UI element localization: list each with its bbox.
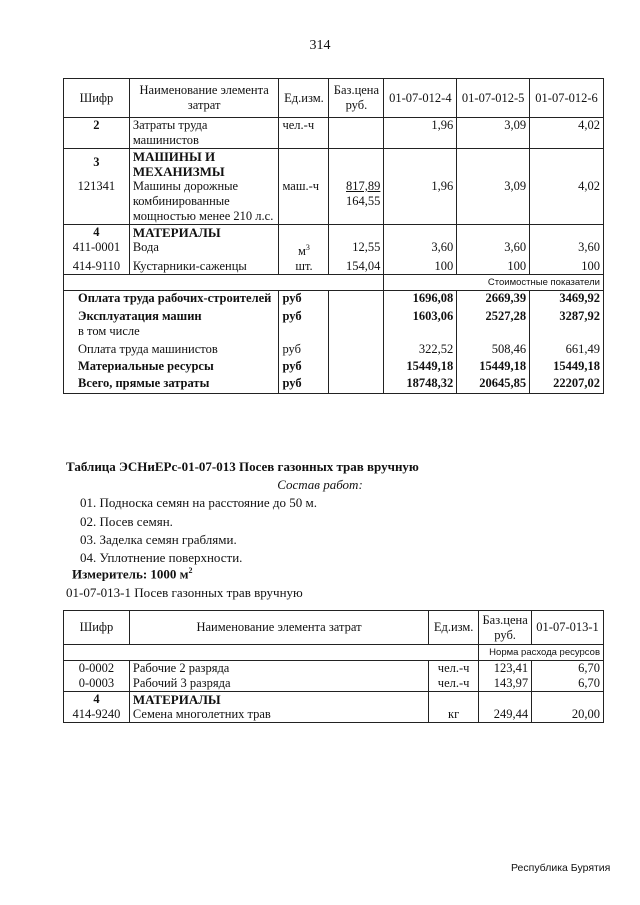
header-price: Баз.цена руб.	[329, 79, 384, 118]
header-col1: 01-07-012-4	[384, 79, 457, 118]
summary-row: в том числе	[64, 324, 604, 339]
header-col1: 01-07-013-1	[532, 611, 604, 645]
table-row: 0-0003 Рабочий 3 разряда чел.-ч 143,97 6,70	[64, 676, 604, 692]
header-price: Баз.цена руб.	[479, 611, 532, 645]
table-row: 2 Затраты труда машинистов чел.-ч 1,96 3,09 4,02	[64, 118, 604, 149]
header-col3: 01-07-012-6	[530, 79, 604, 118]
summary-row: Материальные ресурсы руб 15449,18 15449,18 15449,18	[64, 357, 604, 374]
header-unit: Ед.изм.	[279, 79, 329, 118]
table-row: 414-9110 Кустарники-саженцы шт. 154,04 100 100 100	[64, 259, 604, 275]
norm-caption-row	[64, 645, 604, 661]
norm-caption: Норма расхода ресурсов	[479, 645, 604, 661]
group-row-machines: 3 МАШИНЫ И МЕХАНИЗМЫ	[64, 149, 604, 180]
header-name: Наименование элемента затрат	[129, 79, 279, 118]
cost-caption: Стоимостные показатели	[384, 275, 604, 291]
resource-table-012	[63, 78, 604, 394]
header-name: Наименование элемента затрат	[129, 611, 428, 645]
resource-table-013	[63, 610, 604, 723]
table-row: 414-9240 Семена многолетних трав кг 249,44 20,00	[64, 707, 604, 723]
summary-row: Эксплуатация машин руб 1603,06 2527,28 3287,92	[64, 306, 604, 324]
summary-row: Оплата труда машинистов руб 322,52 508,46 661,49	[64, 339, 604, 357]
header-code: Шифр	[64, 611, 130, 645]
work-step: 01. Подноска семян на расстояние до 50 м.	[80, 495, 317, 510]
table-row: 0-0002 Рабочие 2 разряда чел.-ч 123,41 6,70	[64, 661, 604, 677]
table-row: 121341 Машины дорожные комбинированные мощностью менее 210 л.с. маш.-ч 817,89 164,55 1,96 3,09 4,02	[64, 179, 604, 225]
work-step: 03. Заделка семян граблями.	[80, 532, 237, 547]
work-step: 04. Уплотнение поверхности.	[80, 550, 243, 565]
work-step: 02. Посев семян.	[80, 514, 173, 529]
table-header-row	[64, 611, 604, 645]
page-number: 314	[309, 38, 331, 53]
table-header-row	[64, 79, 604, 118]
subsection-title: 01-07-013-1 Посев газонных трав вручную	[66, 585, 303, 600]
footer-region: Республика Бурятия	[511, 862, 611, 874]
header-code: Шифр	[64, 79, 130, 118]
group-row-materials: 4 МАТЕРИАЛЫ	[64, 692, 604, 708]
header-unit: Ед.изм.	[429, 611, 479, 645]
summary-row-total: Всего, прямые затраты руб 18748,32 20645,85 22207,02	[64, 374, 604, 394]
summary-row: Оплата труда рабочих-строителей руб 1696,08 2669,39 3469,92	[64, 291, 604, 307]
table-row: 411-0001 Вода $м^3$ 12,55 3,60 3,60 3,60	[64, 240, 604, 259]
meter-label: Измеритель: 1000 $м^2$	[72, 566, 193, 582]
cost-caption-row	[64, 275, 604, 291]
group-row-materials: 4 МАТЕРИАЛЫ	[64, 225, 604, 241]
section-title: Таблица ЭСНиЕРс-01-07-013 Посев газонных трав вручную	[66, 459, 419, 474]
composition-heading: Состав работ:	[277, 477, 363, 492]
header-col2: 01-07-012-5	[457, 79, 530, 118]
